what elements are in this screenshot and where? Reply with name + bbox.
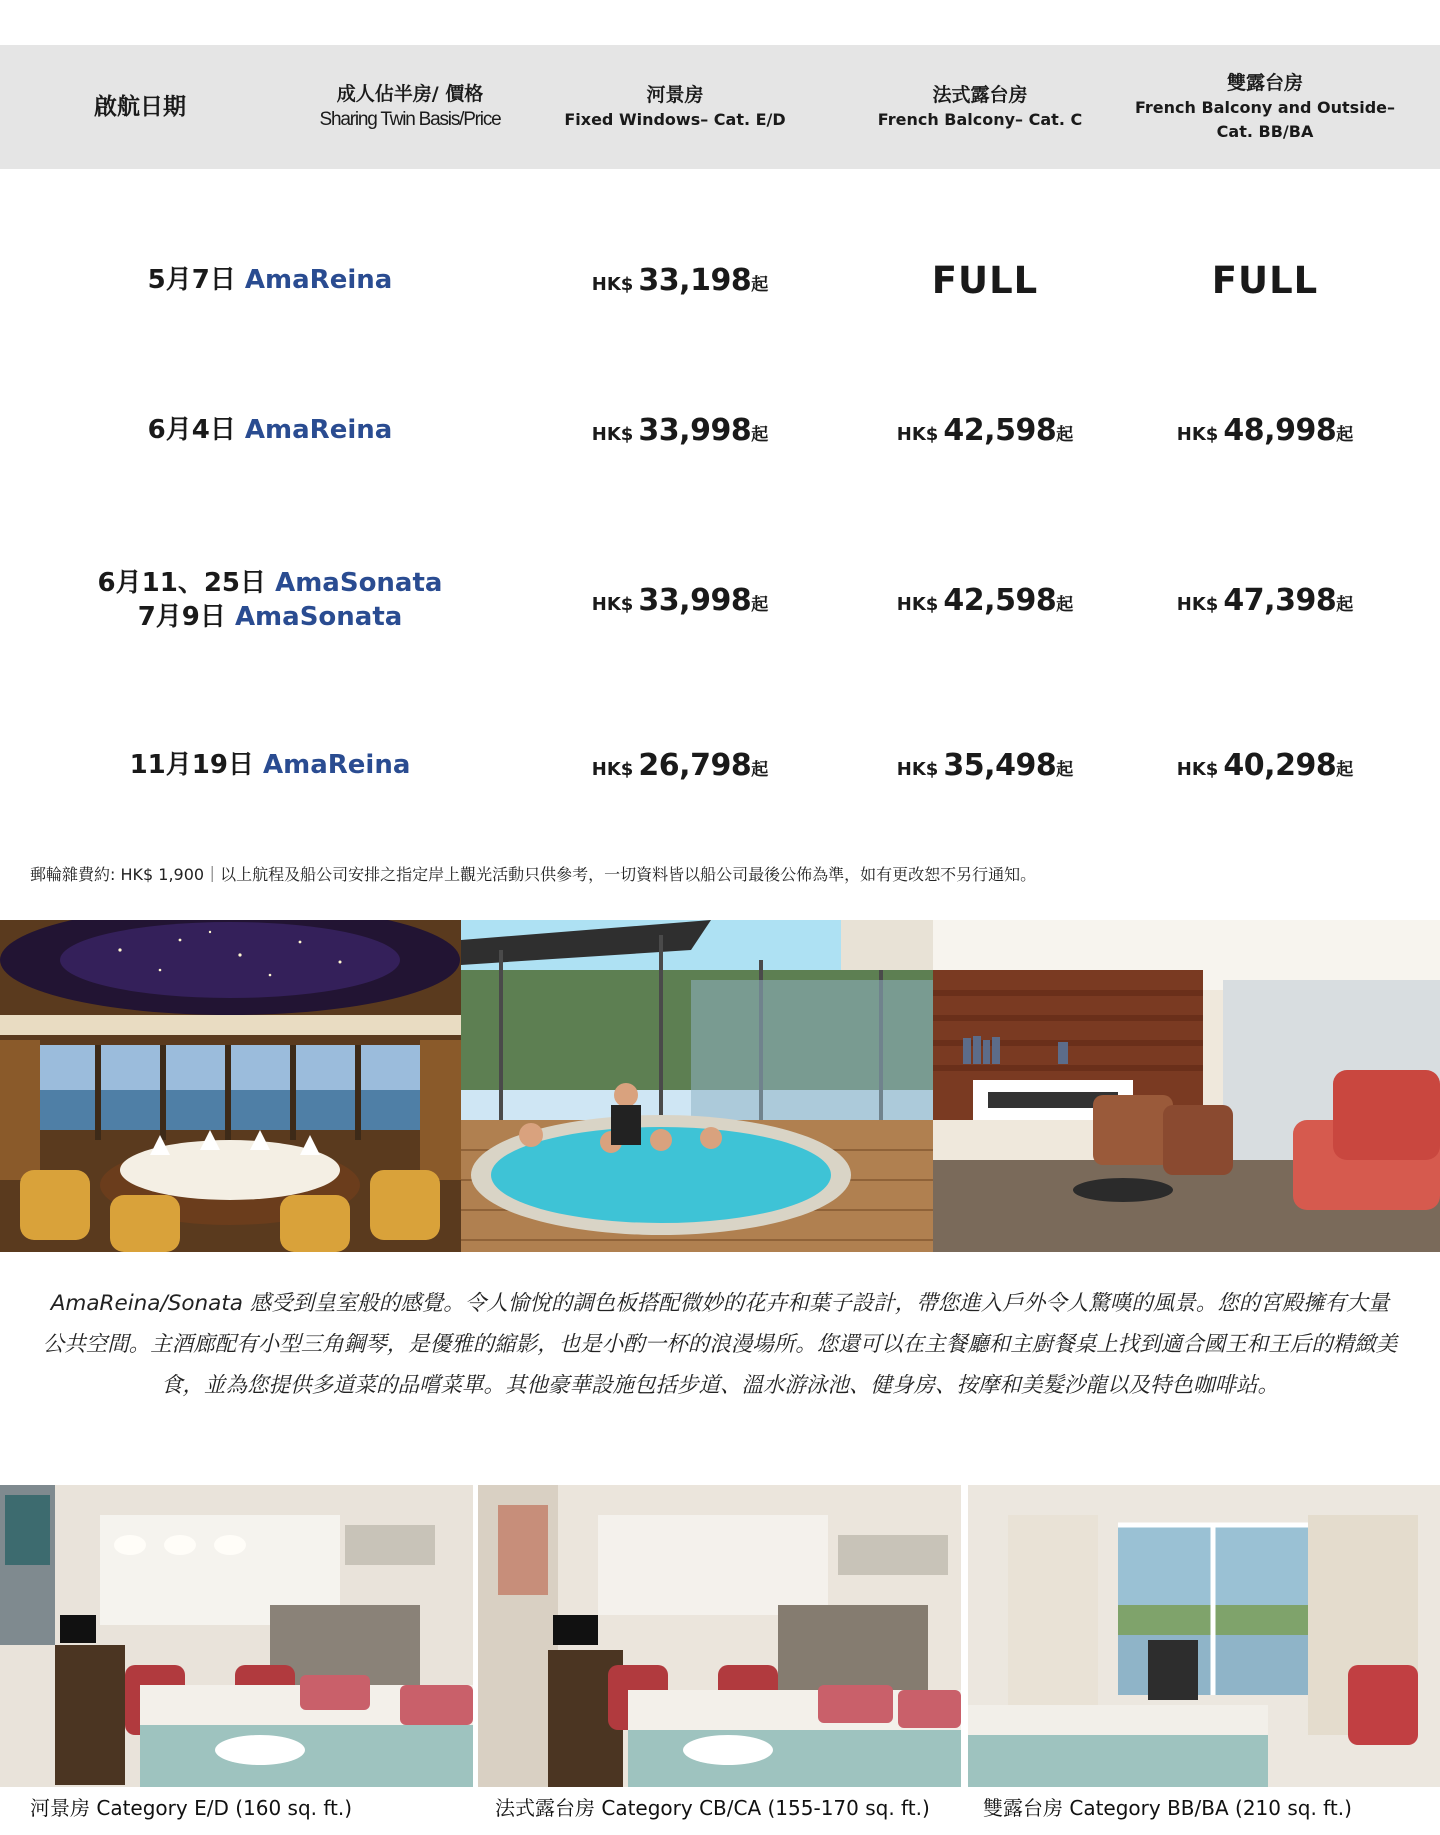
price-suffix: 起: [1056, 594, 1074, 615]
ship-name: AmaSonata: [275, 568, 443, 598]
header-price: [260, 45, 560, 169]
price-amount: 35,498: [943, 747, 1057, 783]
price-suffix: 起: [751, 594, 769, 615]
currency: HK$: [591, 423, 634, 445]
currency: HK$: [591, 593, 634, 615]
price-french: [865, 240, 1105, 320]
price-suffix: 起: [1056, 424, 1074, 445]
price-suffix: 起: [751, 759, 769, 780]
header-date-label: 啟航日期: [94, 94, 186, 120]
table-row: [0, 240, 1440, 320]
price-amount: 40,298: [1223, 747, 1337, 783]
header-double-en1: French Balcony and Outside–: [1135, 98, 1395, 117]
price-amount: 33,998: [638, 582, 752, 618]
header-french-en: French Balcony– Cat. C: [877, 110, 1083, 129]
river-view-cabin-photo: [0, 1485, 473, 1787]
header-river-view: [545, 45, 805, 169]
ship-description: AmaReina/Sonata 感受到皇室般的感覺。令人愉悅的調色板搭配微妙的花卉和葉子設計，帶您進入戶外令人驚嘆的風景。您的宮殿擁有大量公共空間。主酒廊配有小型三角鋼琴，是優雅的縮影，也是小酌一杯的浪漫場所。您還可以在主餐廳和主廚餐桌上找到適合國王和王后的精緻美食，並為您提供多道菜的品嚐菜單。其他豪華設施包括步道、溫水游泳池、健身房、按摩和美髮沙龍以及特色咖啡站。: [42, 1291, 1398, 1398]
price-suffix: 起: [751, 274, 769, 295]
caption-double-balcony: 雙露台房 Category BB/BA (210 sq. ft.): [983, 1796, 1352, 1820]
caption-river-view: 河景房 Category E/D (160 sq. ft.): [30, 1796, 353, 1820]
ship-name: AmaReina: [244, 415, 393, 445]
ship-name: AmaReina: [263, 750, 411, 780]
date-text: 5月7日: [147, 265, 236, 295]
double-balcony-cabin-photo: [968, 1485, 1440, 1787]
currency: HK$: [591, 758, 634, 780]
caption-french-balcony: 法式露台房 Category CB/CA (155-170 sq. ft.): [495, 1796, 930, 1820]
sailing-date: [60, 725, 480, 805]
table-row: [0, 560, 1440, 640]
price-double: [1145, 560, 1385, 640]
ship-name: AmaReina: [244, 265, 393, 295]
header-double-balcony: [1115, 45, 1415, 169]
header-river-en: Fixed Windows– Cat. E/D: [564, 110, 786, 129]
sailing-date: [60, 240, 480, 320]
currency: HK$: [896, 423, 939, 445]
price-suffix: 起: [1336, 759, 1354, 780]
price-river: [560, 390, 800, 470]
sailing-date: [60, 390, 480, 470]
date-text: 11月19日: [129, 750, 254, 780]
price-double: [1145, 390, 1385, 470]
header-french-zh: 法式露台房: [932, 84, 1028, 106]
price-river: [560, 560, 800, 640]
sailing-date: [60, 560, 480, 640]
currency: HK$: [1176, 758, 1219, 780]
price-french: [865, 725, 1105, 805]
french-balcony-cabin-photo: [478, 1485, 961, 1787]
price-amount: 33,998: [638, 412, 752, 448]
full-status: FULL: [931, 258, 1039, 302]
restaurant-photo: [0, 920, 461, 1252]
ship-name: AmaSonata: [234, 602, 403, 632]
price-amount: 42,598: [943, 412, 1057, 448]
currency: HK$: [1176, 593, 1219, 615]
lounge-photo: [933, 920, 1440, 1252]
price-amount: 26,798: [638, 747, 752, 783]
full-status: FULL: [1211, 258, 1319, 302]
header-river-zh: 河景房: [646, 84, 704, 106]
table-header: [0, 45, 1440, 169]
header-price-en: Sharing Twin Basis/Price: [319, 109, 501, 130]
price-amount: 42,598: [943, 582, 1057, 618]
pool-deck-photo: [461, 920, 933, 1252]
currency: HK$: [591, 273, 634, 295]
header-double-en2: Cat. BB/BA: [1216, 122, 1314, 141]
header-price-zh: 成人佔半房/ 價格: [336, 83, 484, 105]
currency: HK$: [1176, 423, 1219, 445]
price-double: [1145, 240, 1385, 320]
header-french-balcony: [850, 45, 1110, 169]
header-date: [0, 45, 280, 169]
table-row: [0, 390, 1440, 470]
price-river: [560, 725, 800, 805]
price-french: [865, 560, 1105, 640]
price-suffix: 起: [1336, 594, 1354, 615]
price-suffix: 起: [1056, 759, 1074, 780]
currency: HK$: [896, 758, 939, 780]
date-text: 7月9日: [137, 602, 226, 632]
price-double: [1145, 725, 1385, 805]
fee-note: 郵輪雜費約: HK$ 1,900｜以上航程及船公司安排之指定岸上觀光活動只供參考，一切資料皆以船公司最後公佈為準，如有更改恕不另行通知。: [30, 865, 1037, 884]
price-amount: 47,398: [1223, 582, 1337, 618]
price-river: [560, 240, 800, 320]
currency: HK$: [896, 593, 939, 615]
price-french: [865, 390, 1105, 470]
price-suffix: 起: [751, 424, 769, 445]
price-amount: 33,198: [638, 262, 752, 298]
date-text: 6月11、25日: [97, 568, 267, 598]
date-text: 6月4日: [147, 415, 236, 445]
header-double-zh: 雙露台房: [1226, 72, 1303, 94]
price-amount: 48,998: [1223, 412, 1337, 448]
table-row: [0, 725, 1440, 805]
price-suffix: 起: [1336, 424, 1354, 445]
